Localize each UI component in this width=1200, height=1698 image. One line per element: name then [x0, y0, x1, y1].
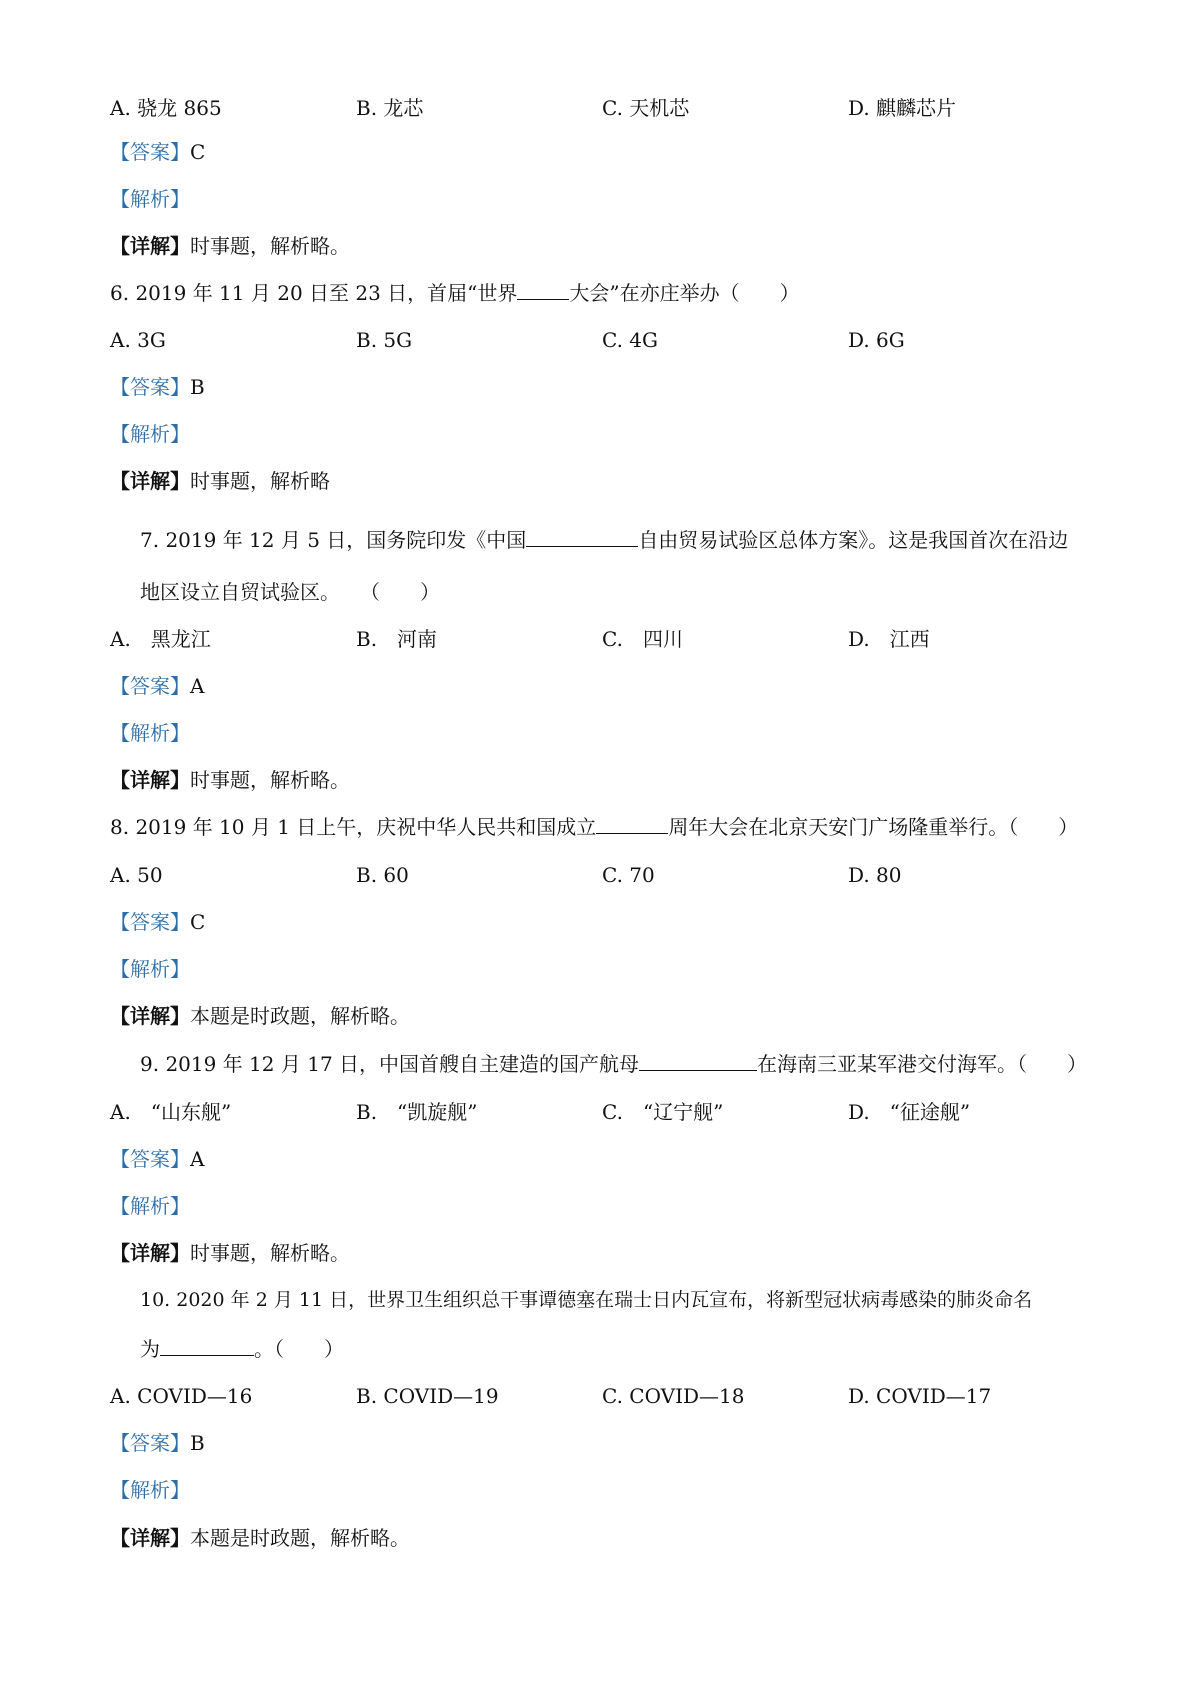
- answer-line: [110, 1145, 204, 1173]
- detail-line: [110, 232, 350, 260]
- option-d: D. “征途舰”: [848, 1100, 971, 1124]
- answer-line: [110, 672, 204, 700]
- answer-tag: 【答案】: [110, 910, 190, 934]
- option-a: A. “山东舰”: [110, 1100, 232, 1124]
- stem-text: 6. 2019 年 11 月 20 日至 23 日，首届“世界: [110, 281, 518, 305]
- answer-blank: [160, 1335, 254, 1356]
- stem-text: 。（ ）: [254, 1337, 344, 1361]
- question-10-stem: 10. 2020 年 2 月 11 日，世界卫生组织总干事谭德塞在瑞士日内瓦宣布，将新型冠状病毒感染的肺炎命名: [140, 1289, 1033, 1311]
- stem-text: 自由贸易试验区总体方案》。这是我国首次在沿边: [638, 528, 1069, 552]
- option-d: D. 江西: [848, 627, 930, 651]
- detail-tag: 【详解】: [110, 1241, 190, 1265]
- detail-text: 时事题，解析略。: [190, 768, 350, 792]
- analysis-tag: 【解析】: [110, 721, 190, 745]
- detail-line: [110, 1239, 350, 1267]
- detail-tag: 【详解】: [110, 1004, 190, 1028]
- answer-value: C: [190, 910, 206, 934]
- option-c: C. 4G: [602, 328, 659, 352]
- option-a: A. COVID—16: [110, 1384, 253, 1408]
- answer-line: [110, 908, 205, 936]
- answer-blank: [639, 1050, 757, 1071]
- detail-tag: 【详解】: [110, 768, 190, 792]
- detail-text: 时事题，解析略: [190, 469, 330, 493]
- option-b: B. 60: [356, 863, 409, 887]
- option-a: A. 骁龙 865: [110, 96, 222, 120]
- option-c: C. 天机芯: [602, 96, 690, 120]
- answer-value: B: [190, 375, 205, 399]
- detail-line: [110, 1002, 410, 1030]
- answer-blank: [517, 279, 569, 300]
- detail-text: 本题是时政题，解析略。: [190, 1526, 410, 1550]
- detail-tag: 【详解】: [110, 469, 190, 493]
- analysis-tag: 【解析】: [110, 422, 190, 446]
- question-6-stem: [110, 279, 800, 307]
- detail-text: 时事题，解析略。: [190, 1241, 350, 1265]
- stem-text: 8. 2019 年 10 月 1 日上午，庆祝中华人民共和国成立: [110, 815, 597, 839]
- detail-text: 时事题，解析略。: [190, 234, 350, 258]
- option-d: D. COVID—17: [848, 1384, 992, 1408]
- answer-tag: 【答案】: [110, 1147, 190, 1171]
- detail-line: [110, 467, 330, 495]
- question-10-stem-line2: [140, 1335, 344, 1363]
- analysis-tag: 【解析】: [110, 957, 190, 981]
- stem-text: 周年大会在北京天安门广场隆重举行。（ ）: [668, 815, 1079, 839]
- stem-text: 7. 2019 年 12 月 5 日，国务院印发《中国: [140, 528, 527, 552]
- detail-line: [110, 1524, 410, 1552]
- detail-tag: 【详解】: [110, 234, 190, 258]
- question-7-stem: [140, 526, 1068, 554]
- answer-tag: 【答案】: [110, 140, 190, 164]
- option-a: A. 3G: [110, 328, 166, 352]
- stem-text: 大会”在亦庄举办（ ）: [569, 281, 800, 305]
- option-d: D. 麒麟芯片: [848, 96, 957, 120]
- option-d: D. 6G: [848, 328, 905, 352]
- stem-text: 为: [140, 1337, 160, 1361]
- option-b: B. “凯旋舰”: [356, 1100, 478, 1124]
- option-c: C. COVID—18: [602, 1384, 745, 1408]
- answer-tag: 【答案】: [110, 1431, 190, 1455]
- detail-line: [110, 766, 350, 794]
- detail-tag: 【详解】: [110, 1526, 190, 1550]
- answer-value: A: [190, 1147, 205, 1171]
- answer-value: C: [190, 140, 206, 164]
- answer-value: A: [190, 674, 205, 698]
- answer-value: B: [190, 1431, 205, 1455]
- option-c: C. “辽宁舰”: [602, 1100, 724, 1124]
- question-7-stem-line2: 地区设立自贸试验区。 （ ）: [140, 580, 440, 604]
- option-a: A. 50: [110, 863, 163, 887]
- option-c: C. 四川: [602, 627, 683, 651]
- answer-tag: 【答案】: [110, 375, 190, 399]
- option-d: D. 80: [848, 863, 902, 887]
- stem-text: 在海南三亚某军港交付海军。（ ）: [757, 1052, 1088, 1076]
- analysis-tag: 【解析】: [110, 1194, 190, 1218]
- analysis-tag: 【解析】: [110, 1478, 190, 1502]
- question-8-stem: [110, 813, 1078, 841]
- stem-text: 9. 2019 年 12 月 17 日，中国首艘自主建造的国产航母: [140, 1052, 640, 1076]
- option-b: B. COVID—19: [356, 1384, 499, 1408]
- question-9-stem: [140, 1050, 1087, 1078]
- detail-text: 本题是时政题，解析略。: [190, 1004, 410, 1028]
- option-c: C. 70: [602, 863, 655, 887]
- option-b: B. 龙芯: [356, 96, 424, 120]
- answer-tag: 【答案】: [110, 674, 190, 698]
- answer-line: [110, 138, 205, 166]
- option-b: B. 河南: [356, 627, 438, 651]
- analysis-tag: 【解析】: [110, 187, 190, 211]
- answer-line: [110, 1429, 205, 1457]
- answer-blank: [596, 813, 668, 834]
- answer-blank: [526, 526, 638, 547]
- option-b: B. 5G: [356, 328, 413, 352]
- option-a: A. 黑龙江: [110, 627, 211, 651]
- answer-line: [110, 373, 205, 401]
